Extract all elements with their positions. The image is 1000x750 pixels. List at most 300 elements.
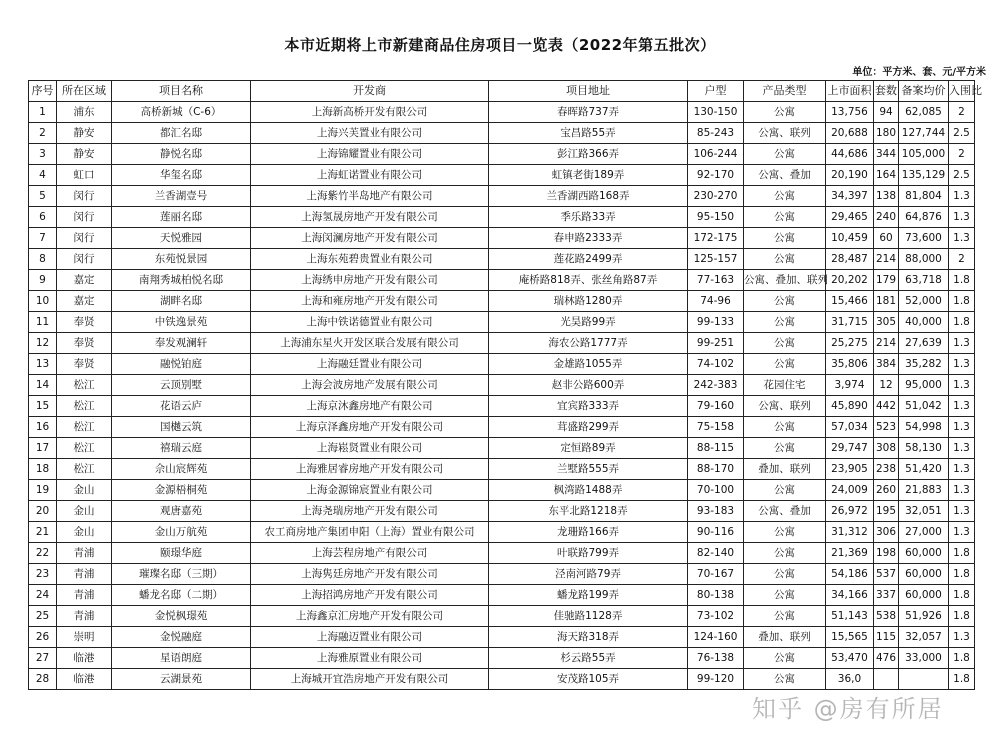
col-project-name-cell: 花语云庐 bbox=[112, 396, 251, 417]
col-units-cell: 240 bbox=[874, 207, 899, 228]
table-row bbox=[29, 123, 975, 144]
col-area-cell: 54,186 bbox=[826, 564, 874, 585]
col-avg-price-cell: 40,000 bbox=[899, 312, 949, 333]
header-col-district: 所在区域 bbox=[57, 81, 112, 102]
table-row bbox=[29, 249, 975, 270]
col-project-name-cell: 高桥新城（C-6） bbox=[112, 102, 251, 123]
col-district-cell: 松江 bbox=[57, 375, 112, 396]
col-units-cell: 305 bbox=[874, 312, 899, 333]
col-index-cell: 19 bbox=[29, 480, 57, 501]
col-avg-price-cell: 135,129 bbox=[899, 165, 949, 186]
col-address-cell: 宝昌路55弄 bbox=[489, 123, 688, 144]
col-index-cell: 21 bbox=[29, 522, 57, 543]
col-units-cell: 306 bbox=[874, 522, 899, 543]
col-developer-cell: 上海氢晟房地产开发有限公司 bbox=[251, 207, 489, 228]
col-area-cell: 34,166 bbox=[826, 585, 874, 606]
col-index-cell: 27 bbox=[29, 648, 57, 669]
table-row bbox=[29, 270, 975, 291]
col-ratio-cell: 2 bbox=[949, 102, 975, 123]
col-district-cell: 浦东 bbox=[57, 102, 112, 123]
col-address-cell: 兰墅路555弄 bbox=[489, 459, 688, 480]
col-units-cell: 214 bbox=[874, 249, 899, 270]
col-district-cell: 青浦 bbox=[57, 585, 112, 606]
col-units-cell: 238 bbox=[874, 459, 899, 480]
col-product-type-cell: 公寓 bbox=[744, 585, 826, 606]
header-col-product-type: 产品类型 bbox=[744, 81, 826, 102]
col-index-cell: 11 bbox=[29, 312, 57, 333]
col-index-cell: 14 bbox=[29, 375, 57, 396]
col-index-cell: 12 bbox=[29, 333, 57, 354]
col-project-name-cell: 中铁逸景苑 bbox=[112, 312, 251, 333]
col-avg-price-cell: 105,000 bbox=[899, 144, 949, 165]
col-project-name-cell: 颐璟华庭 bbox=[112, 543, 251, 564]
col-district-cell: 松江 bbox=[57, 396, 112, 417]
col-address-cell: 兰香湖西路168弄 bbox=[489, 186, 688, 207]
unit-note: 单位：平方米、套、元/平方米 bbox=[852, 67, 986, 78]
col-unit-size-cell: 88-115 bbox=[688, 438, 744, 459]
col-district-cell: 松江 bbox=[57, 417, 112, 438]
col-unit-size-cell: 230-270 bbox=[688, 186, 744, 207]
col-product-type-cell: 公寓 bbox=[744, 354, 826, 375]
col-unit-size-cell: 125-157 bbox=[688, 249, 744, 270]
col-product-type-cell: 公寓 bbox=[744, 333, 826, 354]
col-unit-size-cell: 130-150 bbox=[688, 102, 744, 123]
col-area-cell: 51,143 bbox=[826, 606, 874, 627]
col-product-type-cell: 公寓 bbox=[744, 186, 826, 207]
col-product-type-cell: 公寓 bbox=[744, 669, 826, 690]
col-avg-price-cell: 32,057 bbox=[899, 627, 949, 648]
table-row bbox=[29, 501, 975, 522]
col-address-cell: 春申路2333弄 bbox=[489, 228, 688, 249]
col-ratio-cell: 2 bbox=[949, 144, 975, 165]
table-row bbox=[29, 102, 975, 123]
col-index-cell: 5 bbox=[29, 186, 57, 207]
col-area-cell: 29,747 bbox=[826, 438, 874, 459]
col-ratio-cell: 1.3 bbox=[949, 354, 975, 375]
col-unit-size-cell: 124-160 bbox=[688, 627, 744, 648]
col-project-name-cell: 兰香湖壹号 bbox=[112, 186, 251, 207]
col-district-cell: 临港 bbox=[57, 648, 112, 669]
header-col-unit-size: 户型 bbox=[688, 81, 744, 102]
table-row bbox=[29, 417, 975, 438]
col-address-cell: 佳驰路1128弄 bbox=[489, 606, 688, 627]
col-area-cell: 28,487 bbox=[826, 249, 874, 270]
col-developer-cell: 上海绣申房地产开发有限公司 bbox=[251, 270, 489, 291]
col-ratio-cell: 1.8 bbox=[949, 585, 975, 606]
col-unit-size-cell: 76-138 bbox=[688, 648, 744, 669]
col-developer-cell: 上海芸程房地产有限公司 bbox=[251, 543, 489, 564]
col-units-cell: 181 bbox=[874, 291, 899, 312]
col-address-cell: 彭江路366弄 bbox=[489, 144, 688, 165]
col-area-cell: 36,0 bbox=[826, 669, 874, 690]
col-unit-size-cell: 80-138 bbox=[688, 585, 744, 606]
col-developer-cell: 上海雅居睿房地产开发有限公司 bbox=[251, 459, 489, 480]
col-product-type-cell: 公寓 bbox=[744, 606, 826, 627]
col-units-cell: 180 bbox=[874, 123, 899, 144]
col-unit-size-cell: 90-116 bbox=[688, 522, 744, 543]
col-area-cell: 15,565 bbox=[826, 627, 874, 648]
col-address-cell: 泾南河路79弄 bbox=[489, 564, 688, 585]
col-ratio-cell: 1.3 bbox=[949, 186, 975, 207]
col-ratio-cell: 1.3 bbox=[949, 396, 975, 417]
col-address-cell: 莲花路2499弄 bbox=[489, 249, 688, 270]
col-units-cell: 523 bbox=[874, 417, 899, 438]
col-address-cell: 庵桥路818弄、张丝角路87弄 bbox=[489, 270, 688, 291]
col-units-cell bbox=[874, 669, 899, 690]
col-avg-price-cell: 58,130 bbox=[899, 438, 949, 459]
col-index-cell: 20 bbox=[29, 501, 57, 522]
col-district-cell: 闵行 bbox=[57, 207, 112, 228]
col-project-name-cell: 云湖景苑 bbox=[112, 669, 251, 690]
header-col-project-name: 项目名称 bbox=[112, 81, 251, 102]
table-row bbox=[29, 459, 975, 480]
col-index-cell: 6 bbox=[29, 207, 57, 228]
col-district-cell: 闵行 bbox=[57, 186, 112, 207]
table-row bbox=[29, 438, 975, 459]
col-avg-price-cell: 35,282 bbox=[899, 354, 949, 375]
col-area-cell: 25,275 bbox=[826, 333, 874, 354]
col-index-cell: 18 bbox=[29, 459, 57, 480]
col-district-cell: 静安 bbox=[57, 123, 112, 144]
col-district-cell: 闵行 bbox=[57, 249, 112, 270]
col-address-cell: 蟠龙路199弄 bbox=[489, 585, 688, 606]
col-ratio-cell: 1.3 bbox=[949, 375, 975, 396]
col-developer-cell: 上海鑫京汇房地产开发有限公司 bbox=[251, 606, 489, 627]
col-avg-price-cell: 27,639 bbox=[899, 333, 949, 354]
col-district-cell: 松江 bbox=[57, 438, 112, 459]
col-address-cell: 虹镇老街189弄 bbox=[489, 165, 688, 186]
col-avg-price-cell: 33,000 bbox=[899, 648, 949, 669]
col-district-cell: 金山 bbox=[57, 501, 112, 522]
col-product-type-cell: 公寓 bbox=[744, 102, 826, 123]
col-area-cell: 20,202 bbox=[826, 270, 874, 291]
col-project-name-cell: 云顶别墅 bbox=[112, 375, 251, 396]
col-area-cell: 57,034 bbox=[826, 417, 874, 438]
col-unit-size-cell: 74-96 bbox=[688, 291, 744, 312]
col-developer-cell: 上海招鸿房地产开发有限公司 bbox=[251, 585, 489, 606]
col-ratio-cell: 1.3 bbox=[949, 228, 975, 249]
table-row bbox=[29, 648, 975, 669]
col-units-cell: 337 bbox=[874, 585, 899, 606]
col-area-cell: 24,009 bbox=[826, 480, 874, 501]
col-units-cell: 260 bbox=[874, 480, 899, 501]
col-unit-size-cell: 99-120 bbox=[688, 669, 744, 690]
col-units-cell: 94 bbox=[874, 102, 899, 123]
col-product-type-cell: 公寓 bbox=[744, 228, 826, 249]
col-units-cell: 344 bbox=[874, 144, 899, 165]
col-area-cell: 15,466 bbox=[826, 291, 874, 312]
col-avg-price-cell: 73,600 bbox=[899, 228, 949, 249]
col-product-type-cell: 花园住宅 bbox=[744, 375, 826, 396]
col-index-cell: 26 bbox=[29, 627, 57, 648]
col-address-cell: 季乐路33弄 bbox=[489, 207, 688, 228]
col-product-type-cell: 叠加、联列 bbox=[744, 627, 826, 648]
col-address-cell: 安茂路105弄 bbox=[489, 669, 688, 690]
col-project-name-cell: 天悦雅园 bbox=[112, 228, 251, 249]
col-unit-size-cell: 82-140 bbox=[688, 543, 744, 564]
col-address-cell: 光昊路99弄 bbox=[489, 312, 688, 333]
table-row bbox=[29, 606, 975, 627]
col-product-type-cell: 公寓 bbox=[744, 648, 826, 669]
col-project-name-cell: 星语朗庭 bbox=[112, 648, 251, 669]
col-address-cell: 宜宾路333弄 bbox=[489, 396, 688, 417]
col-project-name-cell: 国樾云筑 bbox=[112, 417, 251, 438]
col-ratio-cell: 2 bbox=[949, 249, 975, 270]
col-avg-price-cell: 95,000 bbox=[899, 375, 949, 396]
col-developer-cell: 上海雅原置业有限公司 bbox=[251, 648, 489, 669]
col-avg-price-cell: 60,000 bbox=[899, 564, 949, 585]
col-avg-price-cell: 64,876 bbox=[899, 207, 949, 228]
col-index-cell: 1 bbox=[29, 102, 57, 123]
col-project-name-cell: 南翔秀城柏悦名邸 bbox=[112, 270, 251, 291]
col-units-cell: 538 bbox=[874, 606, 899, 627]
col-index-cell: 8 bbox=[29, 249, 57, 270]
col-area-cell: 34,397 bbox=[826, 186, 874, 207]
col-ratio-cell: 1.3 bbox=[949, 501, 975, 522]
col-index-cell: 17 bbox=[29, 438, 57, 459]
col-district-cell: 松江 bbox=[57, 459, 112, 480]
table-row bbox=[29, 144, 975, 165]
table-row bbox=[29, 396, 975, 417]
col-project-name-cell: 融悦铂庭 bbox=[112, 354, 251, 375]
col-district-cell: 奉贤 bbox=[57, 354, 112, 375]
table-row bbox=[29, 312, 975, 333]
col-area-cell: 13,756 bbox=[826, 102, 874, 123]
col-avg-price-cell: 63,718 bbox=[899, 270, 949, 291]
col-units-cell: 115 bbox=[874, 627, 899, 648]
col-unit-size-cell: 70-167 bbox=[688, 564, 744, 585]
col-address-cell: 茸盛路299弄 bbox=[489, 417, 688, 438]
col-avg-price-cell: 88,000 bbox=[899, 249, 949, 270]
col-developer-cell: 上海城开宜浩房地产开发有限公司 bbox=[251, 669, 489, 690]
col-unit-size-cell: 70-100 bbox=[688, 480, 744, 501]
col-index-cell: 25 bbox=[29, 606, 57, 627]
col-unit-size-cell: 85-243 bbox=[688, 123, 744, 144]
col-area-cell: 31,715 bbox=[826, 312, 874, 333]
col-developer-cell: 上海紫竹半岛地产有限公司 bbox=[251, 186, 489, 207]
col-index-cell: 22 bbox=[29, 543, 57, 564]
col-avg-price-cell: 51,926 bbox=[899, 606, 949, 627]
col-project-name-cell: 东苑悦景园 bbox=[112, 249, 251, 270]
table-row bbox=[29, 207, 975, 228]
col-project-name-cell: 静悦名邸 bbox=[112, 144, 251, 165]
col-index-cell: 4 bbox=[29, 165, 57, 186]
col-product-type-cell: 公寓 bbox=[744, 291, 826, 312]
col-avg-price-cell: 52,000 bbox=[899, 291, 949, 312]
col-developer-cell: 上海兴芙置业有限公司 bbox=[251, 123, 489, 144]
table-row bbox=[29, 186, 975, 207]
col-area-cell: 20,190 bbox=[826, 165, 874, 186]
header-col-area: 上市面积 bbox=[826, 81, 874, 102]
col-product-type-cell: 公寓、叠加 bbox=[744, 501, 826, 522]
col-avg-price-cell: 51,042 bbox=[899, 396, 949, 417]
col-product-type-cell: 公寓、联列 bbox=[744, 396, 826, 417]
col-district-cell: 临港 bbox=[57, 669, 112, 690]
col-developer-cell: 上海锦耀置业有限公司 bbox=[251, 144, 489, 165]
col-avg-price-cell: 27,000 bbox=[899, 522, 949, 543]
col-developer-cell: 上海金源锦宸置业有限公司 bbox=[251, 480, 489, 501]
col-project-name-cell: 璀璨名邸（三期） bbox=[112, 564, 251, 585]
col-ratio-cell: 2.5 bbox=[949, 123, 975, 144]
col-developer-cell: 上海中铁诺德置业有限公司 bbox=[251, 312, 489, 333]
col-index-cell: 16 bbox=[29, 417, 57, 438]
col-address-cell: 海天路318弄 bbox=[489, 627, 688, 648]
table-row bbox=[29, 228, 975, 249]
col-project-name-cell: 金源梧桐苑 bbox=[112, 480, 251, 501]
col-project-name-cell: 金悦枫璟苑 bbox=[112, 606, 251, 627]
col-avg-price-cell: 32,051 bbox=[899, 501, 949, 522]
col-unit-size-cell: 74-102 bbox=[688, 354, 744, 375]
col-avg-price-cell: 51,420 bbox=[899, 459, 949, 480]
col-ratio-cell: 1.3 bbox=[949, 480, 975, 501]
table-row bbox=[29, 375, 975, 396]
col-district-cell: 嘉定 bbox=[57, 270, 112, 291]
col-product-type-cell: 公寓 bbox=[744, 522, 826, 543]
col-index-cell: 13 bbox=[29, 354, 57, 375]
col-developer-cell: 上海东苑碧贵置业有限公司 bbox=[251, 249, 489, 270]
col-ratio-cell: 1.3 bbox=[949, 438, 975, 459]
col-address-cell: 定恒路89弄 bbox=[489, 438, 688, 459]
col-address-cell: 龙珊路166弄 bbox=[489, 522, 688, 543]
col-index-cell: 28 bbox=[29, 669, 57, 690]
col-units-cell: 138 bbox=[874, 186, 899, 207]
header-col-address: 项目地址 bbox=[489, 81, 688, 102]
col-developer-cell: 上海京沐鑫房地产有限公司 bbox=[251, 396, 489, 417]
col-project-name-cell: 奉发观澜轩 bbox=[112, 333, 251, 354]
col-unit-size-cell: 242-383 bbox=[688, 375, 744, 396]
col-district-cell: 金山 bbox=[57, 480, 112, 501]
col-district-cell: 虹口 bbox=[57, 165, 112, 186]
col-address-cell: 春晖路737弄 bbox=[489, 102, 688, 123]
col-index-cell: 10 bbox=[29, 291, 57, 312]
col-units-cell: 195 bbox=[874, 501, 899, 522]
header-col-index: 序号 bbox=[29, 81, 57, 102]
col-ratio-cell: 1.3 bbox=[949, 333, 975, 354]
col-units-cell: 60 bbox=[874, 228, 899, 249]
col-area-cell: 44,686 bbox=[826, 144, 874, 165]
col-product-type-cell: 公寓 bbox=[744, 312, 826, 333]
col-avg-price-cell: 81,804 bbox=[899, 186, 949, 207]
col-product-type-cell: 公寓 bbox=[744, 144, 826, 165]
col-project-name-cell: 观唐嘉苑 bbox=[112, 501, 251, 522]
col-avg-price-cell: 54,998 bbox=[899, 417, 949, 438]
col-area-cell: 23,905 bbox=[826, 459, 874, 480]
col-product-type-cell: 公寓 bbox=[744, 480, 826, 501]
col-ratio-cell: 1.3 bbox=[949, 522, 975, 543]
col-project-name-cell: 禧瑞云庭 bbox=[112, 438, 251, 459]
col-district-cell: 奉贤 bbox=[57, 312, 112, 333]
col-project-name-cell: 金山万航苑 bbox=[112, 522, 251, 543]
col-unit-size-cell: 92-170 bbox=[688, 165, 744, 186]
col-district-cell: 青浦 bbox=[57, 606, 112, 627]
col-developer-cell: 上海虹诺置业有限公司 bbox=[251, 165, 489, 186]
col-area-cell: 45,890 bbox=[826, 396, 874, 417]
col-unit-size-cell: 95-150 bbox=[688, 207, 744, 228]
col-area-cell: 20,688 bbox=[826, 123, 874, 144]
header-row bbox=[29, 81, 975, 102]
col-avg-price-cell bbox=[899, 669, 949, 690]
col-ratio-cell: 1.8 bbox=[949, 291, 975, 312]
col-ratio-cell: 1.8 bbox=[949, 270, 975, 291]
col-units-cell: 384 bbox=[874, 354, 899, 375]
col-ratio-cell: 1.8 bbox=[949, 648, 975, 669]
col-avg-price-cell: 21,883 bbox=[899, 480, 949, 501]
col-units-cell: 308 bbox=[874, 438, 899, 459]
col-product-type-cell: 公寓 bbox=[744, 543, 826, 564]
col-unit-size-cell: 99-251 bbox=[688, 333, 744, 354]
col-avg-price-cell: 62,085 bbox=[899, 102, 949, 123]
col-ratio-cell: 1.8 bbox=[949, 543, 975, 564]
col-project-name-cell: 莲丽名邸 bbox=[112, 207, 251, 228]
col-area-cell: 35,806 bbox=[826, 354, 874, 375]
col-index-cell: 7 bbox=[29, 228, 57, 249]
col-units-cell: 442 bbox=[874, 396, 899, 417]
col-unit-size-cell: 93-183 bbox=[688, 501, 744, 522]
col-ratio-cell: 1.8 bbox=[949, 312, 975, 333]
col-unit-size-cell: 77-163 bbox=[688, 270, 744, 291]
table-row bbox=[29, 333, 975, 354]
col-units-cell: 214 bbox=[874, 333, 899, 354]
col-unit-size-cell: 99-133 bbox=[688, 312, 744, 333]
col-developer-cell: 上海闵澜房地产开发有限公司 bbox=[251, 228, 489, 249]
col-product-type-cell: 公寓、叠加 bbox=[744, 165, 826, 186]
col-project-name-cell: 蟠龙名邸（二期） bbox=[112, 585, 251, 606]
watermark: 知乎 @房有所居 bbox=[752, 695, 944, 723]
table-row bbox=[29, 543, 975, 564]
col-ratio-cell: 1.3 bbox=[949, 207, 975, 228]
col-ratio-cell: 1.8 bbox=[949, 564, 975, 585]
col-index-cell: 15 bbox=[29, 396, 57, 417]
col-developer-cell: 上海会波房地产发展有限公司 bbox=[251, 375, 489, 396]
col-developer-cell: 上海融迈置业有限公司 bbox=[251, 627, 489, 648]
col-district-cell: 嘉定 bbox=[57, 291, 112, 312]
col-ratio-cell: 1.8 bbox=[949, 606, 975, 627]
table-row bbox=[29, 627, 975, 648]
col-units-cell: 537 bbox=[874, 564, 899, 585]
col-project-name-cell: 华玺名邸 bbox=[112, 165, 251, 186]
col-district-cell: 金山 bbox=[57, 522, 112, 543]
col-units-cell: 198 bbox=[874, 543, 899, 564]
table-row bbox=[29, 165, 975, 186]
col-address-cell: 瑞林路1280弄 bbox=[489, 291, 688, 312]
col-product-type-cell: 公寓 bbox=[744, 564, 826, 585]
col-avg-price-cell: 60,000 bbox=[899, 543, 949, 564]
col-unit-size-cell: 79-160 bbox=[688, 396, 744, 417]
col-product-type-cell: 公寓、联列 bbox=[744, 123, 826, 144]
header-col-developer: 开发商 bbox=[251, 81, 489, 102]
col-units-cell: 12 bbox=[874, 375, 899, 396]
col-ratio-cell: 1.3 bbox=[949, 459, 975, 480]
page-title: 本市近期将上市新建商品住房项目一览表（2022年第五批次） bbox=[284, 36, 716, 54]
col-ratio-cell: 2.5 bbox=[949, 165, 975, 186]
col-area-cell: 21,369 bbox=[826, 543, 874, 564]
project-table bbox=[28, 80, 982, 690]
col-address-cell: 海农公路1777弄 bbox=[489, 333, 688, 354]
col-unit-size-cell: 106-244 bbox=[688, 144, 744, 165]
col-units-cell: 476 bbox=[874, 648, 899, 669]
col-unit-size-cell: 88-170 bbox=[688, 459, 744, 480]
col-ratio-cell: 1.8 bbox=[949, 669, 975, 690]
col-project-name-cell: 金悦融庭 bbox=[112, 627, 251, 648]
col-developer-cell: 上海尧瑞房地产开发有限公司 bbox=[251, 501, 489, 522]
col-developer-cell: 上海和雍房地产开发有限公司 bbox=[251, 291, 489, 312]
col-developer-cell: 上海隽廷房地产开发有限公司 bbox=[251, 564, 489, 585]
col-address-cell: 东平北路1218弄 bbox=[489, 501, 688, 522]
col-project-name-cell: 佘山宸辉苑 bbox=[112, 459, 251, 480]
col-ratio-cell: 1.3 bbox=[949, 417, 975, 438]
col-address-cell: 枫湾路1488弄 bbox=[489, 480, 688, 501]
col-product-type-cell: 公寓 bbox=[744, 249, 826, 270]
